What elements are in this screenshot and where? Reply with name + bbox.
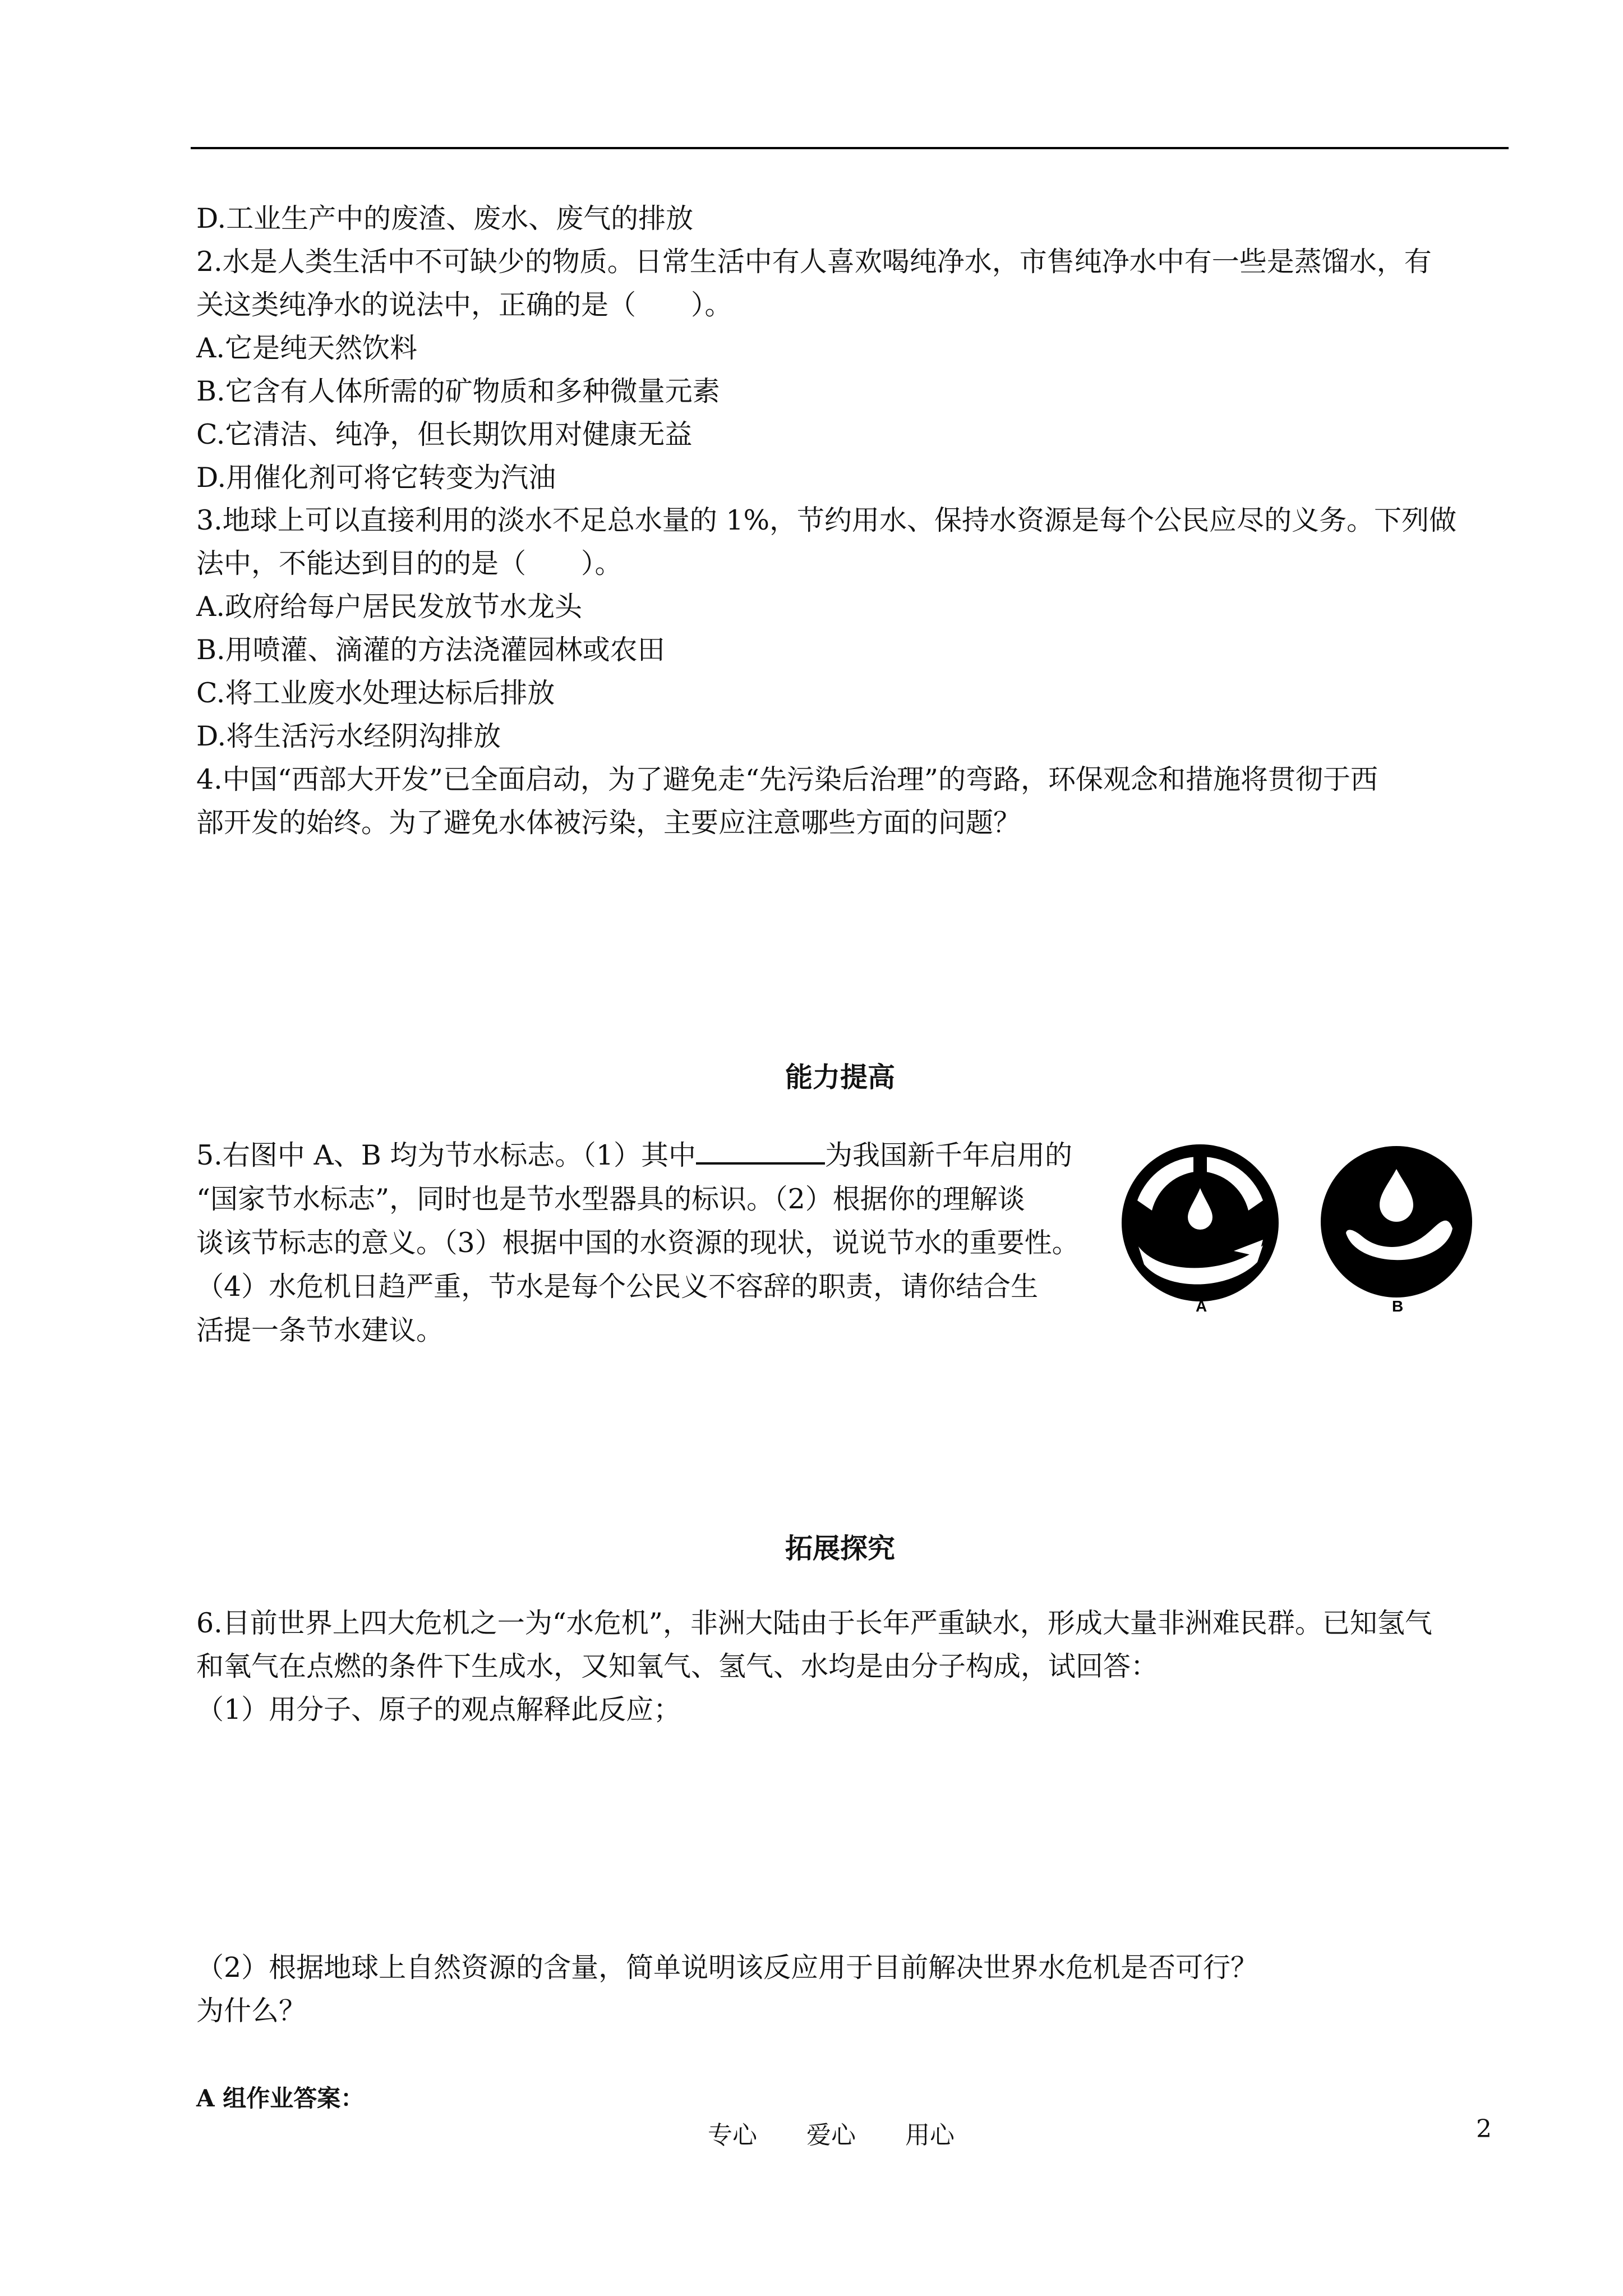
q2-stem-line1: 2.水是人类生活中不可缺少的物质。日常生活中有人喜欢喝纯净水，市售纯净水中有一些是蒸馏水，有 <box>196 246 1432 278</box>
q5-line2: “国家节水标志”，同时也是节水型器具的标识。（2）根据你的理解谈 <box>196 1183 1025 1215</box>
q2-option-d: D.用催化剂可将它转变为汽油 <box>196 462 556 494</box>
footer-motto: 专心 爱心 用心 <box>708 2121 955 2150</box>
q1-option-d: D.工业生产中的废渣、废水、废气的排放 <box>196 203 694 234</box>
q6-part2-line1: （2）根据地球上自然资源的含量，简单说明该反应用于目前解决世界水危机是否可行？ <box>196 1952 1258 1984</box>
page-number: 2 <box>1476 2115 1492 2143</box>
q5-line1-end: 为我国新千年启用的 <box>824 1139 1072 1171</box>
q5-answer-blank[interactable] <box>696 1140 825 1165</box>
q5-line1-start: 5.右图中 A、B 均为节水标志。（1）其中 <box>196 1139 696 1171</box>
q3-option-d: D.将生活污水经阴沟排放 <box>196 720 501 752</box>
q6-part1: （1）用分子、原子的观点解释此反应； <box>196 1694 681 1726</box>
logo-a-label: A <box>1196 1297 1207 1313</box>
q3-stem-line2: 法中，不能达到目的的是（ ）。 <box>196 547 623 579</box>
q2-option-b: B.它含有人体所需的矿物质和多种微量元素 <box>196 375 720 407</box>
q5-line4: （4）水危机日趋严重，节水是每个公民义不容辞的职责，请你结合生 <box>196 1271 1039 1303</box>
q5-line5: 活提一条节水建议。 <box>196 1314 444 1346</box>
q4-line2: 部开发的始终。为了避免水体被污染，主要应注意哪些方面的问题？ <box>196 807 1021 839</box>
water-saving-logo-b <box>1321 1146 1472 1297</box>
q5-line3: 谈该节标志的意义。（3）根据中国的水资源的现状，说说节水的重要性。 <box>196 1227 1080 1259</box>
q6-line2: 和氧气在点燃的条件下生成水，又知氧气、氢气、水均是由分子构成，试回答： <box>196 1650 1159 1682</box>
q3-option-c: C.将工业废水处理达标后排放 <box>196 677 555 709</box>
q3-stem-line1: 3.地球上可以直接利用的淡水不足总水量的 1%，节约用水、保持水资源是每个公民应尽的义务。下列做 <box>196 504 1457 536</box>
q2-option-a: A.它是纯天然饮料 <box>196 332 417 364</box>
q6-part2-line2: 为什么？ <box>196 1995 307 2027</box>
q6-line1: 6.目前世界上四大危机之一为“水危机”，非洲大陆由于长年严重缺水，形成大量非洲难民群。已知氢气 <box>196 1607 1432 1639</box>
section-title-extension: 拓展探究 <box>785 1532 896 1565</box>
water-saving-logos <box>1116 1144 1486 1313</box>
header-rule <box>191 147 1509 149</box>
section-title-ability: 能力提高 <box>785 1061 896 1093</box>
water-saving-logo-a <box>1122 1144 1279 1301</box>
water-saving-logos-figure <box>1116 1144 1486 1313</box>
q3-option-a: A.政府给每户居民发放节水龙头 <box>196 591 582 623</box>
logo-b-label: B <box>1392 1297 1404 1313</box>
q4-line1: 4.中国“西部大开发”已全面启动，为了避免走“先污染后治理”的弯路，环保观念和措施将贯彻于西 <box>196 763 1378 795</box>
q3-option-b: B.用喷灌、滴灌的方法浇灌园林或农田 <box>196 634 665 666</box>
q5-line1 <box>196 1134 1072 1177</box>
q2-stem-line2: 关这类纯净水的说法中，正确的是（ ）。 <box>196 289 732 321</box>
answers-title: A 组作业答案： <box>196 2085 365 2112</box>
q2-option-c: C.它清洁、纯净，但长期饮用对健康无益 <box>196 418 693 450</box>
